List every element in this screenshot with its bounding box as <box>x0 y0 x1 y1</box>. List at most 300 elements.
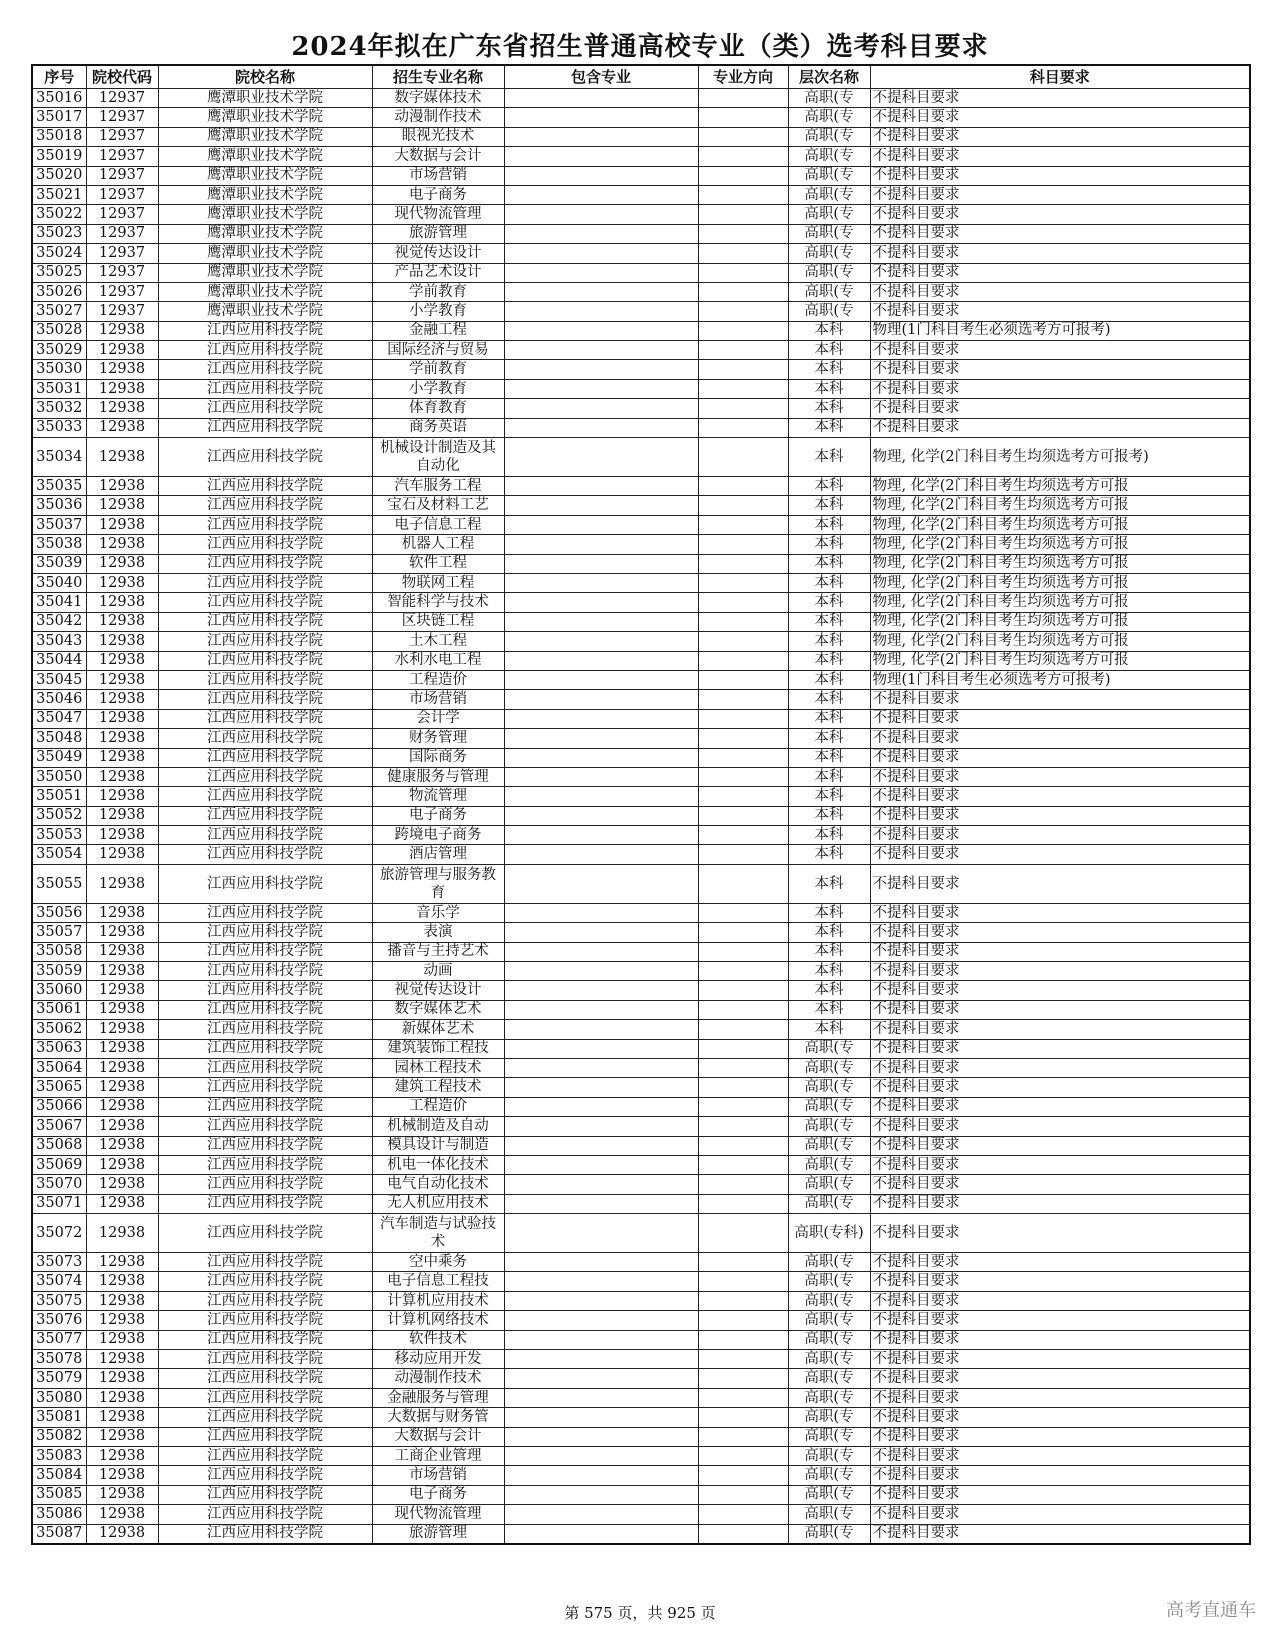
cell-level: 高职(专 <box>788 127 870 146</box>
cell-major-direction <box>698 1000 788 1019</box>
cell-major-name: 电子商务 <box>372 1485 504 1504</box>
cell-level: 本科 <box>788 981 870 1000</box>
cell-school-code: 12938 <box>86 1155 158 1174</box>
cell-level: 高职(专 <box>788 1078 870 1097</box>
cell-major-name: 移动应用开发 <box>372 1350 504 1369</box>
cell-level: 本科 <box>788 632 870 651</box>
cell-level: 高职(专 <box>788 1427 870 1446</box>
cell-school-code: 12937 <box>86 263 158 282</box>
cell-major-name: 旅游管理 <box>372 224 504 243</box>
cell-subject-requirement: 不提科目要求 <box>870 166 1250 185</box>
cell-major-name: 新媒体艺术 <box>372 1020 504 1039</box>
cell-major-name: 金融服务与管理 <box>372 1388 504 1407</box>
cell-major-direction <box>698 573 788 592</box>
table-row <box>32 360 1250 379</box>
cell-school-name: 鹰潭职业技术学院 <box>158 263 372 282</box>
cell-index: 35079 <box>32 1369 86 1388</box>
col-header-major-name: 招生专业名称 <box>372 65 504 89</box>
cell-school-code: 12937 <box>86 147 158 166</box>
cell-included-majors <box>504 767 698 786</box>
cell-school-name: 江西应用科技学院 <box>158 709 372 728</box>
cell-major-direction <box>698 1447 788 1466</box>
cell-index: 35026 <box>32 282 86 301</box>
cell-index: 35055 <box>32 864 86 903</box>
cell-index: 35061 <box>32 1000 86 1019</box>
table-row <box>32 1330 1250 1349</box>
cell-included-majors <box>504 1524 698 1544</box>
cell-included-majors <box>504 1369 698 1388</box>
cell-school-name: 江西应用科技学院 <box>158 477 372 496</box>
cell-school-name: 鹰潭职业技术学院 <box>158 282 372 301</box>
cell-school-name: 鹰潭职业技术学院 <box>158 147 372 166</box>
table-row <box>32 1447 1250 1466</box>
cell-major-name: 数字媒体艺术 <box>372 1000 504 1019</box>
cell-school-name: 鹰潭职业技术学院 <box>158 224 372 243</box>
cell-level: 高职(专 <box>788 89 870 108</box>
cell-major-direction <box>698 535 788 554</box>
cell-included-majors <box>504 1350 698 1369</box>
cell-major-direction <box>698 1466 788 1485</box>
cell-index: 35069 <box>32 1155 86 1174</box>
cell-school-code: 12938 <box>86 709 158 728</box>
cell-included-majors <box>504 1388 698 1407</box>
cell-major-name: 电子商务 <box>372 185 504 204</box>
cell-index: 35085 <box>32 1485 86 1504</box>
cell-level: 高职(专 <box>788 1505 870 1524</box>
cell-school-code: 12938 <box>86 1291 158 1310</box>
cell-major-name: 商务英语 <box>372 418 504 437</box>
cell-school-name: 鹰潭职业技术学院 <box>158 166 372 185</box>
cell-included-majors <box>504 1447 698 1466</box>
cell-level: 本科 <box>788 573 870 592</box>
cell-subject-requirement: 不提科目要求 <box>870 205 1250 224</box>
cell-school-code: 12938 <box>86 806 158 825</box>
cell-subject-requirement: 不提科目要求 <box>870 962 1250 981</box>
cell-school-name: 江西应用科技学院 <box>158 787 372 806</box>
cell-school-name: 江西应用科技学院 <box>158 496 372 515</box>
cell-school-code: 12938 <box>86 341 158 360</box>
cell-included-majors <box>504 1039 698 1058</box>
cell-level: 高职(专 <box>788 1350 870 1369</box>
table-row <box>32 496 1250 515</box>
cell-major-direction <box>698 1272 788 1291</box>
cell-level: 本科 <box>788 748 870 767</box>
cell-school-code: 12938 <box>86 690 158 709</box>
cell-school-code: 12938 <box>86 1253 158 1272</box>
cell-school-code: 12938 <box>86 826 158 845</box>
cell-major-name: 小学教育 <box>372 379 504 398</box>
cell-subject-requirement: 不提科目要求 <box>870 1039 1250 1058</box>
cell-major-name: 空中乘务 <box>372 1253 504 1272</box>
cell-subject-requirement: 不提科目要求 <box>870 806 1250 825</box>
table-row <box>32 651 1250 670</box>
cell-school-name: 江西应用科技学院 <box>158 1408 372 1427</box>
cell-included-majors <box>504 593 698 612</box>
cell-level: 本科 <box>788 612 870 631</box>
cell-subject-requirement: 不提科目要求 <box>870 1136 1250 1155</box>
cell-level: 高职(专 <box>788 1253 870 1272</box>
cell-level: 高职(专 <box>788 1194 870 1213</box>
cell-major-direction <box>698 806 788 825</box>
table-row <box>32 1058 1250 1077</box>
table-row <box>32 321 1250 340</box>
cell-school-code: 12937 <box>86 89 158 108</box>
cell-major-direction <box>698 1505 788 1524</box>
cell-school-code: 12937 <box>86 282 158 301</box>
cell-level: 高职(专科) <box>788 1214 870 1253</box>
cell-index: 35047 <box>32 709 86 728</box>
cell-included-majors <box>504 282 698 301</box>
cell-major-direction <box>698 89 788 108</box>
col-header-school-name: 院校名称 <box>158 65 372 89</box>
cell-level: 本科 <box>788 651 870 670</box>
cell-subject-requirement: 不提科目要求 <box>870 1214 1250 1253</box>
cell-subject-requirement: 不提科目要求 <box>870 826 1250 845</box>
cell-index: 35037 <box>32 515 86 534</box>
cell-included-majors <box>504 923 698 942</box>
cell-major-direction <box>698 1291 788 1310</box>
cell-subject-requirement: 不提科目要求 <box>870 1369 1250 1388</box>
cell-index: 35050 <box>32 767 86 786</box>
table-body <box>32 89 1250 1544</box>
cell-level: 本科 <box>788 826 870 845</box>
cell-major-name: 宝石及材料工艺 <box>372 496 504 515</box>
cell-included-majors <box>504 438 698 477</box>
cell-major-direction <box>698 244 788 263</box>
cell-major-name: 市场营销 <box>372 166 504 185</box>
cell-level: 本科 <box>788 864 870 903</box>
cell-school-name: 江西应用科技学院 <box>158 767 372 786</box>
cell-level: 高职(专 <box>788 282 870 301</box>
cell-school-code: 12938 <box>86 573 158 592</box>
cell-included-majors <box>504 1505 698 1524</box>
cell-included-majors <box>504 147 698 166</box>
cell-index: 35025 <box>32 263 86 282</box>
table-row <box>32 670 1250 689</box>
cell-subject-requirement: 不提科目要求 <box>870 302 1250 321</box>
cell-major-direction <box>698 341 788 360</box>
cell-school-name: 鹰潭职业技术学院 <box>158 89 372 108</box>
cell-school-code: 12938 <box>86 1505 158 1524</box>
cell-school-code: 12938 <box>86 1117 158 1136</box>
cell-major-name: 工商企业管理 <box>372 1447 504 1466</box>
cell-included-majors <box>504 1408 698 1427</box>
cell-major-direction <box>698 787 788 806</box>
cell-school-code: 12938 <box>86 748 158 767</box>
cell-major-name: 会计学 <box>372 709 504 728</box>
cell-school-name: 江西应用科技学院 <box>158 1117 372 1136</box>
table-row <box>32 1524 1250 1544</box>
cell-index: 35019 <box>32 147 86 166</box>
cell-major-name: 电气自动化技术 <box>372 1175 504 1194</box>
cell-school-name: 江西应用科技学院 <box>158 1136 372 1155</box>
table-row <box>32 1369 1250 1388</box>
cell-school-name: 江西应用科技学院 <box>158 1000 372 1019</box>
cell-school-name: 江西应用科技学院 <box>158 1330 372 1349</box>
cell-included-majors <box>504 1214 698 1253</box>
cell-major-direction <box>698 690 788 709</box>
table-row <box>32 1350 1250 1369</box>
cell-level: 高职(专 <box>788 1311 870 1330</box>
cell-index: 35030 <box>32 360 86 379</box>
cell-included-majors <box>504 166 698 185</box>
cell-subject-requirement: 不提科目要求 <box>870 244 1250 263</box>
cell-index: 35058 <box>32 942 86 961</box>
cell-included-majors <box>504 360 698 379</box>
cell-level: 本科 <box>788 806 870 825</box>
cell-major-name: 大数据与财务管 <box>372 1408 504 1427</box>
cell-level: 高职(专 <box>788 244 870 263</box>
cell-subject-requirement: 不提科目要求 <box>870 1175 1250 1194</box>
cell-school-name: 江西应用科技学院 <box>158 418 372 437</box>
cell-index: 35053 <box>32 826 86 845</box>
cell-school-code: 12938 <box>86 1272 158 1291</box>
cell-included-majors <box>504 1117 698 1136</box>
table-row <box>32 224 1250 243</box>
table-row <box>32 1175 1250 1194</box>
cell-school-code: 12938 <box>86 1350 158 1369</box>
cell-included-majors <box>504 845 698 864</box>
cell-school-code: 12938 <box>86 1466 158 1485</box>
cell-school-code: 12938 <box>86 767 158 786</box>
cell-subject-requirement: 不提科目要求 <box>870 1020 1250 1039</box>
cell-included-majors <box>504 612 698 631</box>
cell-index: 35077 <box>32 1330 86 1349</box>
cell-subject-requirement: 不提科目要求 <box>870 1350 1250 1369</box>
cell-school-code: 12938 <box>86 399 158 418</box>
cell-index: 35074 <box>32 1272 86 1291</box>
cell-index: 35039 <box>32 554 86 573</box>
cell-index: 35051 <box>32 787 86 806</box>
table-row <box>32 1485 1250 1504</box>
col-header-school-code: 院校代码 <box>86 65 158 89</box>
table-row <box>32 418 1250 437</box>
cell-major-direction <box>698 1058 788 1077</box>
table-row <box>32 709 1250 728</box>
cell-major-name: 大数据与会计 <box>372 147 504 166</box>
cell-included-majors <box>504 690 698 709</box>
cell-included-majors <box>504 554 698 573</box>
cell-subject-requirement: 物理, 化学(2门科目考生均须选考方可报 <box>870 593 1250 612</box>
cell-included-majors <box>504 1097 698 1116</box>
cell-major-name: 数字媒体技术 <box>372 89 504 108</box>
cell-major-direction <box>698 127 788 146</box>
cell-school-name: 江西应用科技学院 <box>158 360 372 379</box>
cell-level: 高职(专 <box>788 108 870 127</box>
cell-major-name: 工程造价 <box>372 670 504 689</box>
cell-index: 35022 <box>32 205 86 224</box>
cell-included-majors <box>504 108 698 127</box>
cell-major-direction <box>698 399 788 418</box>
table-row <box>32 748 1250 767</box>
cell-included-majors <box>504 962 698 981</box>
cell-included-majors <box>504 1175 698 1194</box>
cell-school-code: 12938 <box>86 360 158 379</box>
cell-major-direction <box>698 379 788 398</box>
cell-subject-requirement: 不提科目要求 <box>870 147 1250 166</box>
cell-subject-requirement: 不提科目要求 <box>870 1000 1250 1019</box>
cell-school-code: 12937 <box>86 244 158 263</box>
cell-subject-requirement: 不提科目要求 <box>870 127 1250 146</box>
cell-school-code: 12938 <box>86 1447 158 1466</box>
cell-major-direction <box>698 554 788 573</box>
cell-school-name: 江西应用科技学院 <box>158 942 372 961</box>
cell-level: 高职(专 <box>788 1155 870 1174</box>
cell-included-majors <box>504 1058 698 1077</box>
table-row <box>32 1078 1250 1097</box>
table-row <box>32 1427 1250 1446</box>
cell-index: 35043 <box>32 632 86 651</box>
cell-major-direction <box>698 147 788 166</box>
cell-school-code: 12938 <box>86 1408 158 1427</box>
cell-included-majors <box>504 399 698 418</box>
cell-level: 本科 <box>788 767 870 786</box>
cell-index: 35029 <box>32 341 86 360</box>
cell-school-code: 12938 <box>86 670 158 689</box>
cell-included-majors <box>504 341 698 360</box>
cell-level: 高职(专 <box>788 1117 870 1136</box>
cell-school-name: 江西应用科技学院 <box>158 321 372 340</box>
cell-major-name: 学前教育 <box>372 282 504 301</box>
cell-school-name: 鹰潭职业技术学院 <box>158 108 372 127</box>
cell-level: 本科 <box>788 903 870 922</box>
cell-major-name: 物联网工程 <box>372 573 504 592</box>
cell-level: 高职(专 <box>788 1330 870 1349</box>
cell-major-name: 建筑装饰工程技 <box>372 1039 504 1058</box>
cell-major-direction <box>698 923 788 942</box>
cell-major-direction <box>698 477 788 496</box>
cell-included-majors <box>504 729 698 748</box>
cell-level: 高职(专 <box>788 1524 870 1544</box>
cell-school-code: 12938 <box>86 729 158 748</box>
cell-school-code: 12938 <box>86 612 158 631</box>
cell-school-code: 12937 <box>86 108 158 127</box>
cell-school-name: 江西应用科技学院 <box>158 573 372 592</box>
cell-included-majors <box>504 787 698 806</box>
cell-index: 35042 <box>32 612 86 631</box>
cell-school-code: 12938 <box>86 632 158 651</box>
cell-major-name: 市场营销 <box>372 690 504 709</box>
cell-major-name: 小学教育 <box>372 302 504 321</box>
cell-subject-requirement: 不提科目要求 <box>870 981 1250 1000</box>
cell-index: 35057 <box>32 923 86 942</box>
cell-index: 35056 <box>32 903 86 922</box>
cell-school-code: 12938 <box>86 923 158 942</box>
cell-level: 本科 <box>788 729 870 748</box>
cell-level: 本科 <box>788 341 870 360</box>
cell-school-name: 江西应用科技学院 <box>158 903 372 922</box>
watermark-label: 高考直通车 <box>1166 1600 1256 1621</box>
cell-level: 本科 <box>788 515 870 534</box>
cell-index: 35083 <box>32 1447 86 1466</box>
cell-school-code: 12938 <box>86 1194 158 1213</box>
cell-school-code: 12938 <box>86 1175 158 1194</box>
cell-school-name: 江西应用科技学院 <box>158 729 372 748</box>
cell-school-name: 江西应用科技学院 <box>158 1388 372 1407</box>
cell-level: 高职(专 <box>788 1097 870 1116</box>
cell-level: 高职(专 <box>788 147 870 166</box>
cell-subject-requirement: 物理, 化学(2门科目考生均须选考方可报 <box>870 632 1250 651</box>
table-row <box>32 767 1250 786</box>
cell-included-majors <box>504 1311 698 1330</box>
cell-index: 35072 <box>32 1214 86 1253</box>
cell-school-code: 12938 <box>86 418 158 437</box>
cell-major-direction <box>698 1408 788 1427</box>
cell-school-name: 江西应用科技学院 <box>158 651 372 670</box>
cell-major-direction <box>698 1078 788 1097</box>
cell-major-name: 现代物流管理 <box>372 205 504 224</box>
cell-index: 35020 <box>32 166 86 185</box>
cell-included-majors <box>504 864 698 903</box>
cell-level: 高职(专 <box>788 1291 870 1310</box>
table-row <box>32 438 1250 477</box>
cell-level: 高职(专 <box>788 1272 870 1291</box>
cell-subject-requirement: 不提科目要求 <box>870 864 1250 903</box>
cell-level: 高职(专 <box>788 302 870 321</box>
cell-index: 35033 <box>32 418 86 437</box>
cell-major-direction <box>698 767 788 786</box>
cell-level: 本科 <box>788 477 870 496</box>
cell-major-direction <box>698 496 788 515</box>
cell-subject-requirement: 物理, 化学(2门科目考生均须选考方可报 <box>870 535 1250 554</box>
table-row <box>32 729 1250 748</box>
cell-subject-requirement: 不提科目要求 <box>870 845 1250 864</box>
table-row <box>32 166 1250 185</box>
cell-major-direction <box>698 748 788 767</box>
cell-school-code: 12938 <box>86 1000 158 1019</box>
cell-major-direction <box>698 418 788 437</box>
cell-level: 高职(专 <box>788 263 870 282</box>
cell-school-code: 12938 <box>86 962 158 981</box>
cell-level: 本科 <box>788 962 870 981</box>
cell-school-code: 12938 <box>86 1136 158 1155</box>
cell-school-code: 12938 <box>86 1330 158 1349</box>
cell-major-name: 土木工程 <box>372 632 504 651</box>
cell-index: 35075 <box>32 1291 86 1310</box>
table-row <box>32 1117 1250 1136</box>
cell-subject-requirement: 不提科目要求 <box>870 1447 1250 1466</box>
cell-subject-requirement: 不提科目要求 <box>870 767 1250 786</box>
cell-school-name: 江西应用科技学院 <box>158 1020 372 1039</box>
cell-school-name: 江西应用科技学院 <box>158 399 372 418</box>
cell-subject-requirement: 不提科目要求 <box>870 1253 1250 1272</box>
cell-major-direction <box>698 1194 788 1213</box>
cell-major-name: 水利水电工程 <box>372 651 504 670</box>
cell-major-direction <box>698 962 788 981</box>
cell-school-name: 江西应用科技学院 <box>158 864 372 903</box>
cell-subject-requirement: 不提科目要求 <box>870 1058 1250 1077</box>
cell-major-name: 旅游管理与服务教育 <box>372 864 504 903</box>
cell-included-majors <box>504 1078 698 1097</box>
cell-level: 高职(专 <box>788 1175 870 1194</box>
cell-school-code: 12938 <box>86 496 158 515</box>
cell-level: 本科 <box>788 845 870 864</box>
page-footer: 第 575 页，共 925 页 <box>564 1604 716 1622</box>
cell-level: 高职(专 <box>788 1485 870 1504</box>
cell-subject-requirement: 不提科目要求 <box>870 942 1250 961</box>
cell-included-majors <box>504 573 698 592</box>
cell-subject-requirement: 不提科目要求 <box>870 729 1250 748</box>
cell-school-name: 江西应用科技学院 <box>158 515 372 534</box>
cell-subject-requirement: 物理, 化学(2门科目考生均须选考方可报 <box>870 554 1250 573</box>
cell-major-direction <box>698 1214 788 1253</box>
cell-level: 高职(专 <box>788 1369 870 1388</box>
cell-level: 高职(专 <box>788 224 870 243</box>
cell-subject-requirement: 不提科目要求 <box>870 360 1250 379</box>
cell-major-name: 电子商务 <box>372 806 504 825</box>
cell-level: 本科 <box>788 418 870 437</box>
cell-major-name: 电子信息工程 <box>372 515 504 534</box>
